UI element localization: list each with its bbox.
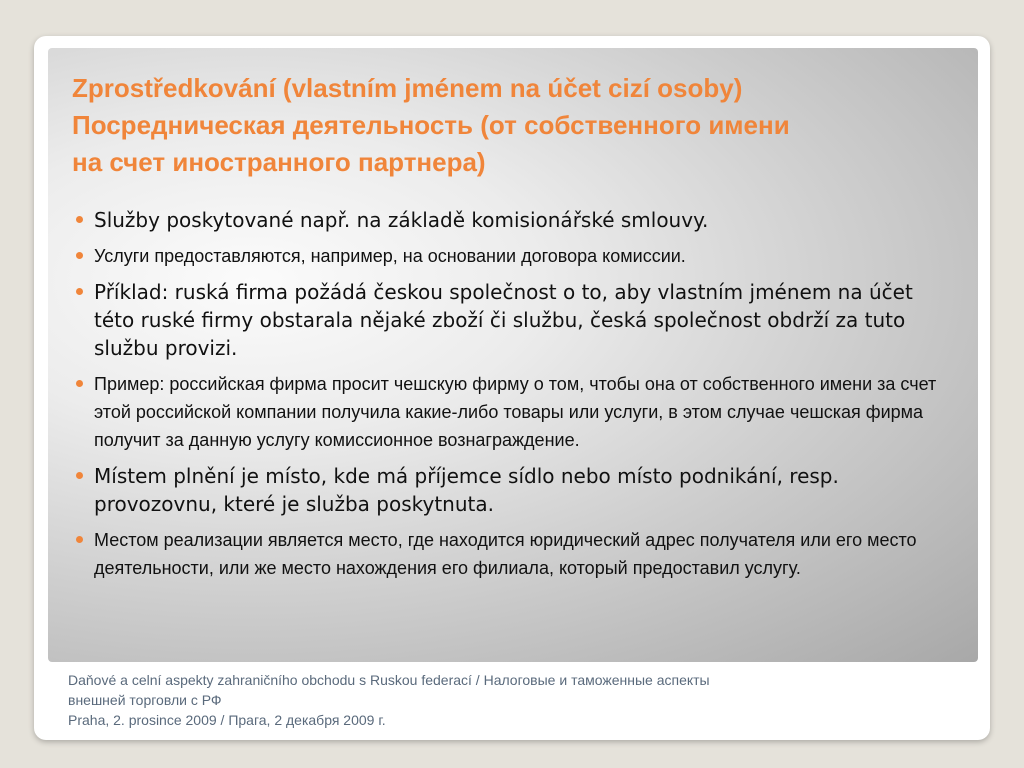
bullet-dot-icon (76, 472, 83, 479)
footer-line-3: Praha, 2. prosince 2009 / Прага, 2 декабря 2009 г. (68, 712, 386, 728)
bullet-list (72, 206, 952, 590)
footer-line-1: Daňové a celní aspekty zahraničního obchodu s Ruskou federací / Налоговые и таможенные аспекты (68, 672, 710, 688)
footer-line-2: внешней торговли с РФ (68, 692, 222, 708)
bullet-text: Пример: российская фирма просит чешскую фирму о том, чтобы она от собственного имени за счет этой российской компании получила какие-либо товары или услуги, в этом случае чешская фирма получит за данную услугу комиссионное вознаграждение. (94, 374, 937, 450)
bullet-item (72, 242, 952, 270)
title-line-russian-1: Посредническая деятельность (от собственного имени (72, 110, 790, 140)
bullet-item (72, 206, 952, 234)
bullet-item (72, 462, 952, 518)
bullet-text: Услуги предоставляются, например, на основании договора комиссии. (94, 246, 686, 266)
title-line-russian-2: на счет иностранного партнера) (72, 147, 486, 177)
bullet-item (72, 526, 952, 582)
bullet-dot-icon (76, 380, 83, 387)
bullet-text: Příklad: ruská firma požádá českou společnost o to, aby vlastním jménem na účet této ruské firmy obstarala nějaké zboží či službu, česká společnost obdrží za tuto službu provizi. (94, 280, 913, 360)
bullet-dot-icon (76, 252, 83, 259)
slide-title (72, 70, 952, 181)
bullet-text: Místem plnění je místo, kde má příjemce sídlo nebo místo podnikání, resp. provozovnu, které je služba poskytnuta. (94, 464, 839, 516)
title-line-czech: Zprostředkování (vlastním jménem na účet cizí osoby) (72, 73, 743, 103)
bullet-dot-icon (76, 288, 83, 295)
bullet-text: Služby poskytované např. na základě komisionářské smlouvy. (94, 208, 709, 232)
bullet-text: Местом реализации является место, где находится юридический адрес получателя или его место деятельности, или же место нахождения его филиала, который предоставил услугу. (94, 530, 917, 578)
bullet-dot-icon (76, 536, 83, 543)
bullet-item (72, 370, 952, 454)
slide-footer (68, 670, 948, 730)
bullet-dot-icon (76, 216, 83, 223)
bullet-item (72, 278, 952, 362)
